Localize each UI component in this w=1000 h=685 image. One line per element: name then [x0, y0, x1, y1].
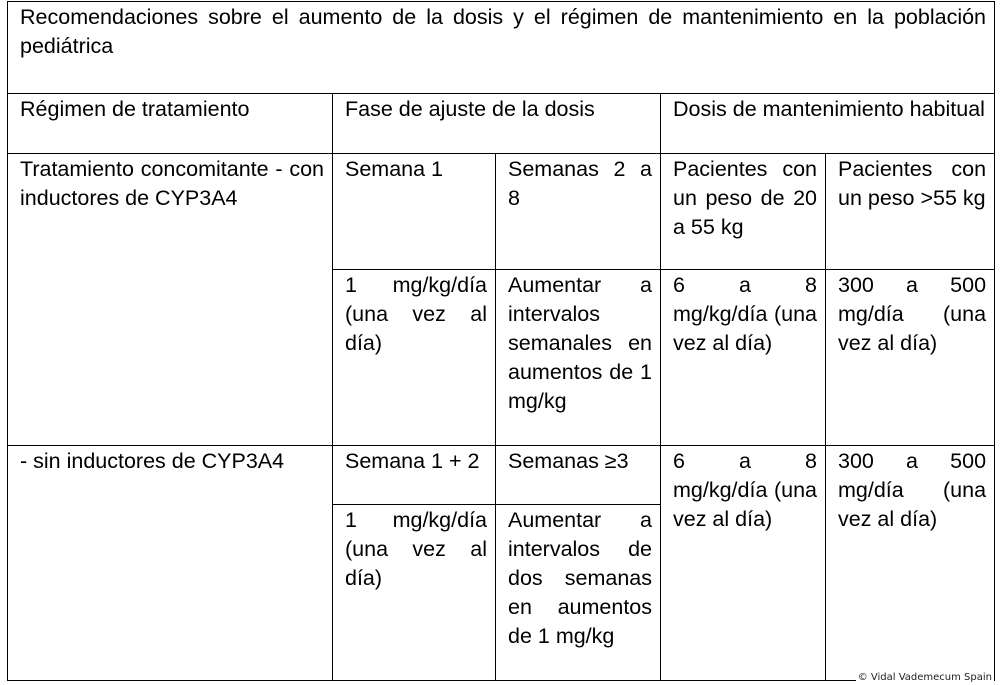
header-titration: Fase de ajuste de la dosis	[333, 94, 661, 154]
caption-row	[8, 2, 995, 94]
dose-weeks-3-plus: Aumentar a intervalos de dos semanas en aumentos de 1 mg/kg	[496, 505, 661, 681]
subheader-weeks-2-8: Semanas 2 a 8	[496, 154, 661, 270]
table-row	[8, 446, 995, 505]
header-regimen: Régimen de tratamiento	[8, 94, 333, 154]
regimen-with-inducers: Tratamiento concomitante - con inductores de CYP3A4	[8, 154, 333, 446]
regimen-without-inducers: - sin inductores de CYP3A4	[8, 446, 333, 681]
dose-week-1-2: 1 mg/kg/día (una vez al día)	[333, 505, 496, 681]
subheader-weight-20-55: Pacientes con un peso de 20 a 55 kg	[661, 154, 826, 270]
dosing-table	[7, 1, 995, 681]
dose-weeks-2-8: Aumentar a intervalos semanales en aumentos de 1 mg/kg	[496, 270, 661, 446]
maintenance-20-55-no-inducers: 6 a 8 mg/kg/día (una vez al día)	[661, 446, 826, 681]
dose-week-1: 1 mg/kg/día (una vez al día)	[333, 270, 496, 446]
header-row	[8, 94, 995, 154]
copyright-notice: © Vidal Vademecum Spain	[857, 672, 992, 683]
subheader-week-1-2: Semana 1 + 2	[333, 446, 496, 505]
subheader-weight-over-55: Pacientes con un peso >55 kg	[826, 154, 995, 270]
table-caption: Recomendaciones sobre el aumento de la dosis y el régimen de mantenimiento en la población pediátrica	[8, 2, 995, 94]
subheader-week-1: Semana 1	[333, 154, 496, 270]
header-maintenance: Dosis de mantenimiento habitual	[661, 94, 995, 154]
table-row	[8, 154, 995, 270]
maintenance-over-55: 300 a 500 mg/día (una vez al día)	[826, 270, 995, 446]
subheader-weeks-3-plus: Semanas ≥3	[496, 446, 661, 505]
maintenance-20-55: 6 a 8 mg/kg/día (una vez al día)	[661, 270, 826, 446]
maintenance-over-55-no-inducers: 300 a 500 mg/día (una vez al día)	[826, 446, 995, 681]
